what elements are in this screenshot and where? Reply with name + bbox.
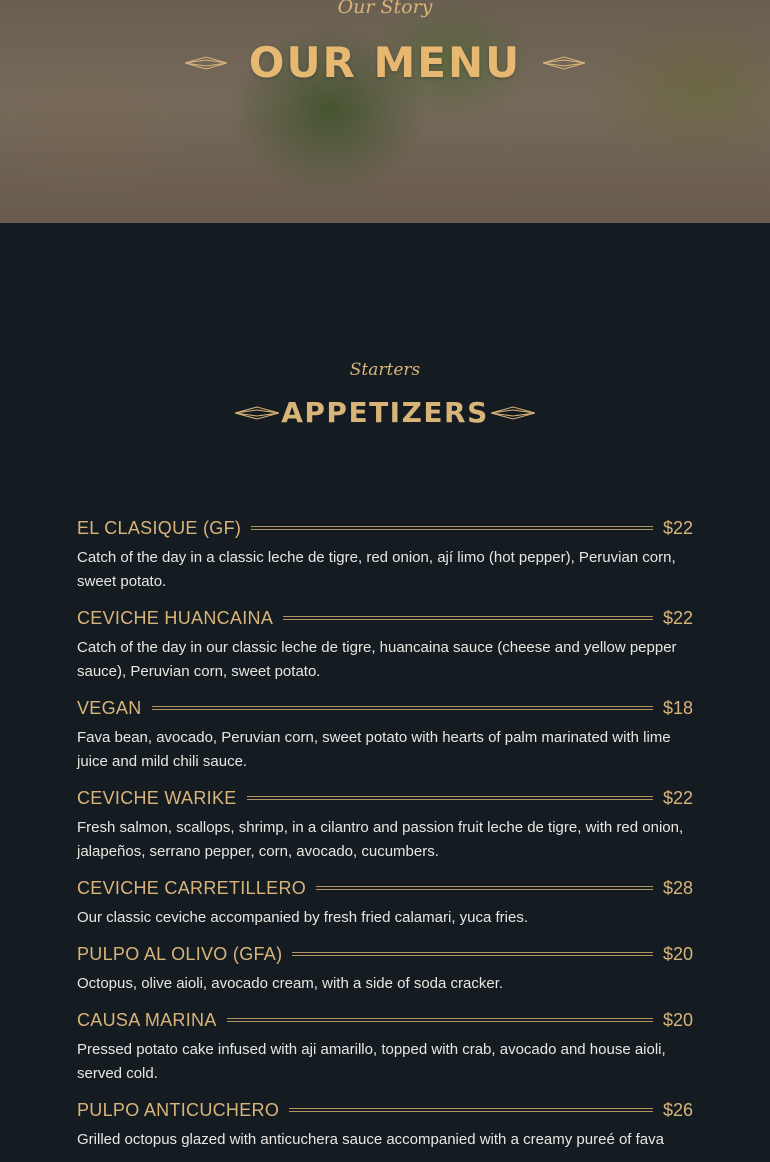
menu-item-price: $26 (662, 1099, 693, 1120)
section-kicker: Starters (349, 360, 421, 380)
menu-item (77, 1096, 693, 1152)
hero-kicker: Our Story (337, 0, 433, 18)
menu-item-price: $18 (662, 697, 693, 718)
menu-item-name: CEVICHE CARRETILLERO (77, 877, 307, 898)
menu-item (77, 1006, 693, 1086)
menu-list (77, 514, 693, 1162)
menu-item-name: PULPO ANTICUCHERO (77, 1099, 280, 1120)
menu-item-description: Grilled octopus glazed with anticuchera sauce accompanied with a creamy pureé of fava (77, 1131, 664, 1148)
menu-item-divider (292, 952, 653, 956)
menu-item-description: Catch of the day in our classic leche de tigre, huancaina sauce (cheese and yellow pepper sauce), Peruvian corn, sweet potato. (77, 639, 677, 680)
menu-item-header (77, 514, 693, 542)
menu-item-name: CAUSA MARINA (77, 1009, 217, 1030)
section-title-row (0, 396, 770, 429)
menu-item (77, 694, 693, 774)
menu-item-header (77, 1096, 693, 1124)
menu-item-header (77, 604, 693, 632)
menu-item-description: Pressed potato cake infused with aji amarillo, topped with crab, avocado and house aioli, served cold. (77, 1041, 666, 1082)
menu-item-header (77, 694, 693, 722)
menu-item (77, 514, 693, 594)
menu-item-price: $22 (662, 787, 693, 808)
menu-item-description: Catch of the day in a classic leche de tigre, red onion, ají limo (hot pepper), Peruvian corn, sweet potato. (77, 549, 676, 590)
menu-item (77, 604, 693, 684)
menu-item-header (77, 784, 693, 812)
menu-item-header (77, 1006, 693, 1034)
menu-item-name: CEVICHE WARIKE (77, 787, 237, 808)
menu-item-price: $20 (662, 1009, 693, 1030)
menu-item-divider (227, 1018, 653, 1022)
hero-title-row (0, 38, 770, 87)
menu-item-header (77, 874, 693, 902)
flourish-right-icon (491, 406, 535, 420)
menu-item-description: Octopus, olive aioli, avocado cream, with a side of soda cracker. (77, 975, 504, 992)
menu-item-price: $22 (662, 517, 693, 538)
flourish-left-icon (235, 406, 279, 420)
flourish-left-icon (185, 56, 227, 70)
menu-item-description: Our classic ceviche accompanied by fresh fried calamari, yuca fries. (77, 909, 529, 926)
menu-item-divider (152, 706, 653, 710)
menu-item-description: Fresh salmon, scallops, shrimp, in a cilantro and passion fruit leche de tigre, with red onion, jalapeños, serrano pepper, corn, avocado, cucumbers. (77, 819, 684, 860)
menu-item-divider (289, 1108, 653, 1112)
flourish-right-icon (543, 56, 585, 70)
menu-item-price: $20 (662, 943, 693, 964)
menu-item-divider (283, 616, 653, 620)
menu-item-divider (316, 886, 653, 890)
menu-item-price: $28 (662, 877, 693, 898)
hero-banner (0, 0, 770, 223)
menu-item-description: Fava bean, avocado, Peruvian corn, sweet potato with hearts of palm marinated with lime juice and mild chili sauce. (77, 729, 671, 770)
menu-item-name: VEGAN (77, 697, 142, 718)
menu-item (77, 874, 693, 930)
menu-item-price: $22 (662, 607, 693, 628)
menu-item-name: EL CLASIQUE (GF) (77, 517, 242, 538)
menu-item-divider (247, 796, 653, 800)
menu-item-header (77, 940, 693, 968)
menu-item (77, 940, 693, 996)
menu-item-name: PULPO AL OLIVO (GFA) (77, 943, 283, 964)
menu-item (77, 784, 693, 864)
menu-item-divider (251, 526, 653, 530)
page-title: OUR MENU (248, 38, 522, 87)
menu-item-name: CEVICHE HUANCAINA (77, 607, 274, 628)
section-title: APPETIZERS (281, 396, 489, 429)
